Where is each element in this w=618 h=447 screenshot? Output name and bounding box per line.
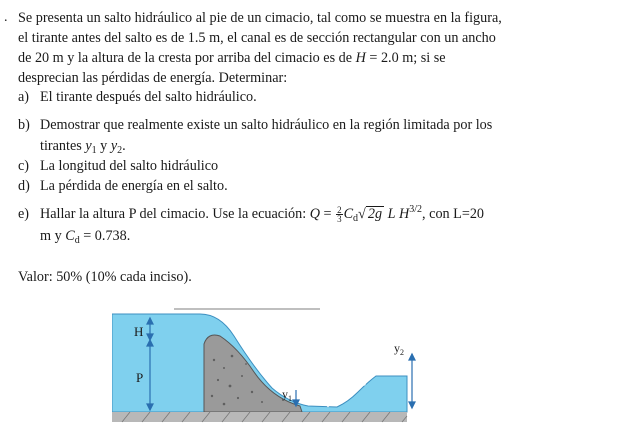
item-a-text: El tirante después del salto hidráulico. — [40, 89, 257, 105]
item-b-text2-c: . — [122, 138, 126, 154]
eq-tail: , con L=20 — [422, 206, 485, 222]
label-y1-sub: 1 — [288, 394, 292, 403]
item-a — [18, 88, 257, 106]
H-symbol: H — [355, 50, 366, 66]
intro-line-3-text: de 20 m y la altura de la cresta por arriba del cimacio es de — [18, 50, 353, 66]
hydraulic-jump-figure — [112, 306, 437, 439]
eq-C: C — [343, 206, 354, 222]
eq-sqrt-content: 2g — [367, 206, 383, 222]
item-b-label: b) — [18, 117, 30, 133]
label-P: P — [136, 370, 144, 385]
eq-equals: = — [319, 206, 336, 222]
score-line: Valor: 50% (10% cada inciso). — [18, 269, 192, 285]
label-y2-sub: 2 — [400, 348, 404, 357]
intro-line-3 — [18, 49, 446, 67]
y1-subscript: 1 — [91, 145, 97, 156]
H-value: = 2.0 m — [365, 50, 414, 66]
item-b — [18, 116, 492, 134]
line2-value: = 0.738. — [79, 228, 131, 244]
eq-H: H — [399, 206, 410, 222]
eq-C-sub: d — [353, 213, 359, 224]
item-a-label: a) — [18, 89, 30, 105]
y2-subscript: 2 — [117, 145, 123, 156]
eq-sqrt-sign: √ — [358, 206, 366, 222]
line2-C-sub: d — [74, 235, 80, 246]
intro-line-3-tail: ; si se — [413, 50, 446, 66]
item-d-label: d) — [18, 178, 30, 194]
eq-L: L — [387, 206, 396, 222]
intro-line-4: desprecian las pérdidas de energía. Determinar: — [18, 70, 288, 86]
y1-symbol: y — [85, 138, 92, 154]
item-c — [18, 157, 218, 175]
eq-fraction — [336, 206, 343, 223]
item-b-text: Demostrar que realmente existe un salto hidráulico en la región limitada por los — [40, 117, 493, 133]
label-y1-base: y — [282, 387, 288, 401]
item-d-text: La pérdida de energía en el salto. — [40, 178, 228, 194]
figure-svg — [112, 306, 437, 439]
problem-bullet: . — [4, 10, 8, 25]
item-c-text: La longitud del salto hidráulico — [40, 158, 219, 174]
eq-frac-num: 2 — [337, 205, 342, 216]
intro-line-2: el tirante antes del salto es de 1.5 m, el canal es de sección rectangular con un ancho — [18, 30, 496, 46]
eq-frac-den: 3 — [337, 214, 342, 225]
item-b-text2-a: tirantes — [40, 138, 82, 154]
label-y2-base: y — [394, 341, 400, 355]
item-e — [18, 201, 484, 228]
item-e-label: e) — [18, 206, 30, 222]
line2-C: C — [65, 228, 75, 244]
eq-sqrt-body — [366, 206, 384, 222]
item-e-text: Hallar la altura P del cimacio. Use la ecuación: — [40, 206, 307, 222]
label-H: H — [134, 324, 144, 339]
eq-Q: Q — [309, 206, 320, 222]
item-e-line-2 — [40, 227, 130, 250]
item-c-label: c) — [18, 158, 30, 174]
intro-line-1: Se presenta un salto hidráulico al pie de un cimacio, tal como se muestra en la figura, — [18, 10, 502, 26]
item-e-line2-a: m y — [40, 228, 62, 244]
y2-symbol: y — [110, 138, 118, 154]
item-b-text2-b: y — [100, 138, 108, 154]
eq-H-sup: 3/2 — [409, 204, 423, 215]
item-d — [18, 177, 228, 195]
